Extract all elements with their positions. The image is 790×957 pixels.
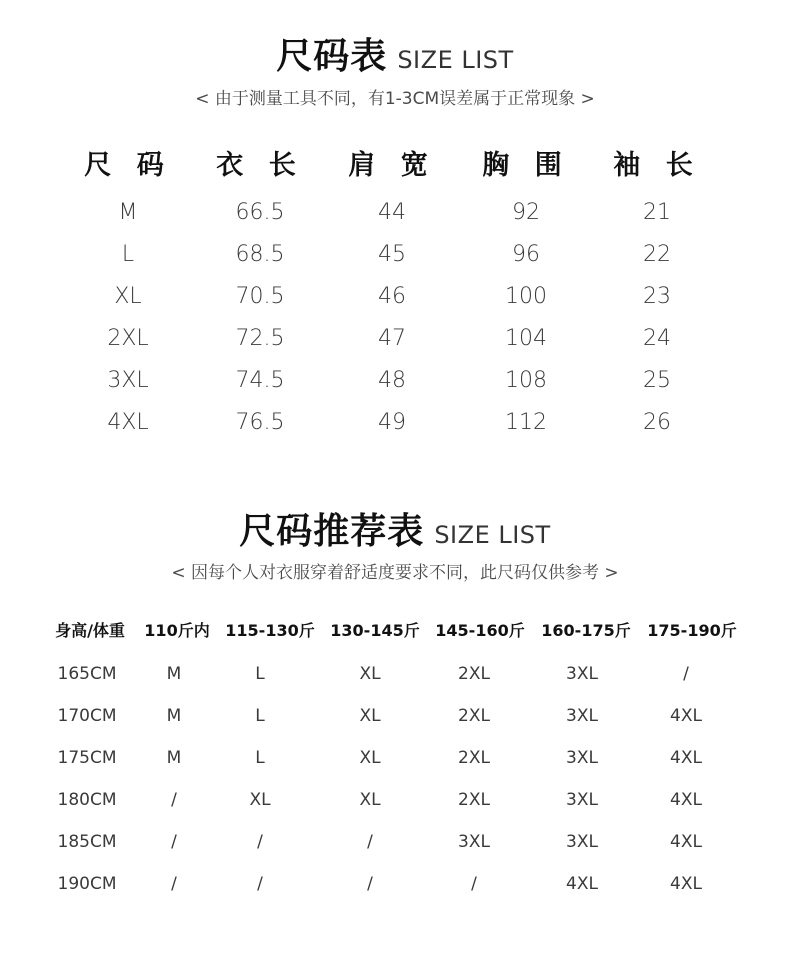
recommend-table-cell: / <box>367 874 373 894</box>
size-table-cell: 44 <box>378 200 406 225</box>
size-table-cell: 108 <box>505 368 547 393</box>
recommend-table-cell: / <box>683 664 689 684</box>
recommend-table-cell: 3XL <box>566 832 598 852</box>
recommend-table-cell: L <box>255 748 265 768</box>
recommend-table-cell: 4XL <box>566 874 598 894</box>
recommend-table-cell: 2XL <box>458 748 490 768</box>
recommend-table-cell: / <box>171 874 177 894</box>
recommend-table-cell: L <box>255 706 265 726</box>
size-table-header: 胸 围 <box>482 150 570 181</box>
size-table-cell: 100 <box>505 284 547 309</box>
recommend-table-cell: 4XL <box>670 790 702 810</box>
recommend-table-cell: / <box>257 832 263 852</box>
size-table-cell: M <box>118 200 138 225</box>
size-table-cell: 48 <box>378 368 406 393</box>
size-table-cell: L <box>121 242 135 267</box>
size-table-cell: 45 <box>378 242 406 267</box>
size-table-header: 衣 长 <box>216 150 304 181</box>
recommend-table-cell: XL <box>359 748 381 768</box>
recommend-table-header: 身高/体重 <box>55 621 125 640</box>
recommend-table-cell: 165CM <box>57 664 117 684</box>
recommend-table-cell: 175CM <box>57 748 117 768</box>
recommend-table-cell: M <box>166 748 182 768</box>
size-table-header: 肩 宽 <box>348 150 436 181</box>
size-table-cell: 92 <box>512 200 540 225</box>
recommend-table-header: 110斤内 <box>144 621 210 640</box>
recommend-table-cell: L <box>255 664 265 684</box>
recommend-table-cell: 4XL <box>670 706 702 726</box>
size-table-cell: 4XL <box>107 410 149 435</box>
recommend-table-header: 130-145斤 <box>330 621 420 640</box>
recommend-table-cell: XL <box>249 790 271 810</box>
recommend-table-cell: XL <box>359 790 381 810</box>
recommend-table-cell: 3XL <box>566 706 598 726</box>
size-list-title-en: SIZE LIST <box>397 46 514 74</box>
size-table-header: 尺 码 <box>84 150 172 181</box>
recommend-table-header: 145-160斤 <box>435 621 525 640</box>
recommend-table-cell: 2XL <box>458 706 490 726</box>
recommend-table-cell: 185CM <box>57 832 117 852</box>
recommend-table-cell: M <box>166 706 182 726</box>
recommend-table-cell: 3XL <box>566 664 598 684</box>
size-table-cell: 76.5 <box>235 410 285 435</box>
recommend-table-header: 115-130斤 <box>225 621 315 640</box>
recommend-table-header: 160-175斤 <box>541 621 631 640</box>
recommend-table-cell: / <box>257 874 263 894</box>
size-table-cell: 68.5 <box>235 242 285 267</box>
size-table-cell: 24 <box>643 326 671 351</box>
recommend-table-cell: 3XL <box>458 832 490 852</box>
size-table-cell: 23 <box>643 284 671 309</box>
recommend-table-cell: / <box>471 874 477 894</box>
size-table-cell: 96 <box>512 242 540 267</box>
recommend-list-title-en: SIZE LIST <box>434 521 551 549</box>
recommend-table-cell: 4XL <box>670 832 702 852</box>
size-table-cell: 3XL <box>107 368 149 393</box>
size-table-cell: 49 <box>378 410 406 435</box>
size-table-cell: 70.5 <box>235 284 285 309</box>
recommend-table-cell: 170CM <box>57 706 117 726</box>
recommend-table-cell: XL <box>359 706 381 726</box>
size-table-cell: 72.5 <box>235 326 285 351</box>
size-list-title-cn: 尺码表 <box>276 36 388 77</box>
recommend-table-cell: / <box>171 832 177 852</box>
recommend-table-cell: 2XL <box>458 664 490 684</box>
recommend-table-cell: XL <box>359 664 381 684</box>
size-table-cell: 2XL <box>107 326 149 351</box>
recommend-table-cell: / <box>171 790 177 810</box>
recommend-table-cell: 4XL <box>670 748 702 768</box>
recommend-table-cell: 3XL <box>566 748 598 768</box>
size-table-cell: 74.5 <box>235 368 285 393</box>
recommend-table-cell: 2XL <box>458 790 490 810</box>
size-table-cell: 66.5 <box>235 200 285 225</box>
recommend-table-cell: M <box>166 664 182 684</box>
recommend-table-cell: 3XL <box>566 790 598 810</box>
recommend-table-header: 175-190斤 <box>647 621 737 640</box>
size-table-cell: 25 <box>643 368 671 393</box>
size-table-cell: 104 <box>505 326 547 351</box>
recommend-table-cell: / <box>367 832 373 852</box>
size-table-cell: 47 <box>378 326 406 351</box>
size-table-cell: 26 <box>643 410 671 435</box>
size-table-cell: 112 <box>505 410 547 435</box>
size-table-cell: 46 <box>378 284 406 309</box>
size-list-title <box>0 28 790 79</box>
size-table-cell: 21 <box>643 200 671 225</box>
recommend-table-cell: 180CM <box>57 790 117 810</box>
recommend-list-note: < 因每个人对衣服穿着舒适度要求不同，此尺码仅供参考 > <box>171 563 619 583</box>
size-table-cell: 22 <box>643 242 671 267</box>
size-table-header: 袖 长 <box>613 150 701 181</box>
recommend-table-cell: 190CM <box>57 874 117 894</box>
size-list-note: < 由于测量工具不同，有1-3CM误差属于正常现象 > <box>195 89 595 109</box>
recommend-table-cell: 4XL <box>670 874 702 894</box>
size-table-cell: XL <box>114 284 142 309</box>
recommend-list-title <box>0 503 790 554</box>
recommend-list-title-cn: 尺码推荐表 <box>239 511 425 552</box>
